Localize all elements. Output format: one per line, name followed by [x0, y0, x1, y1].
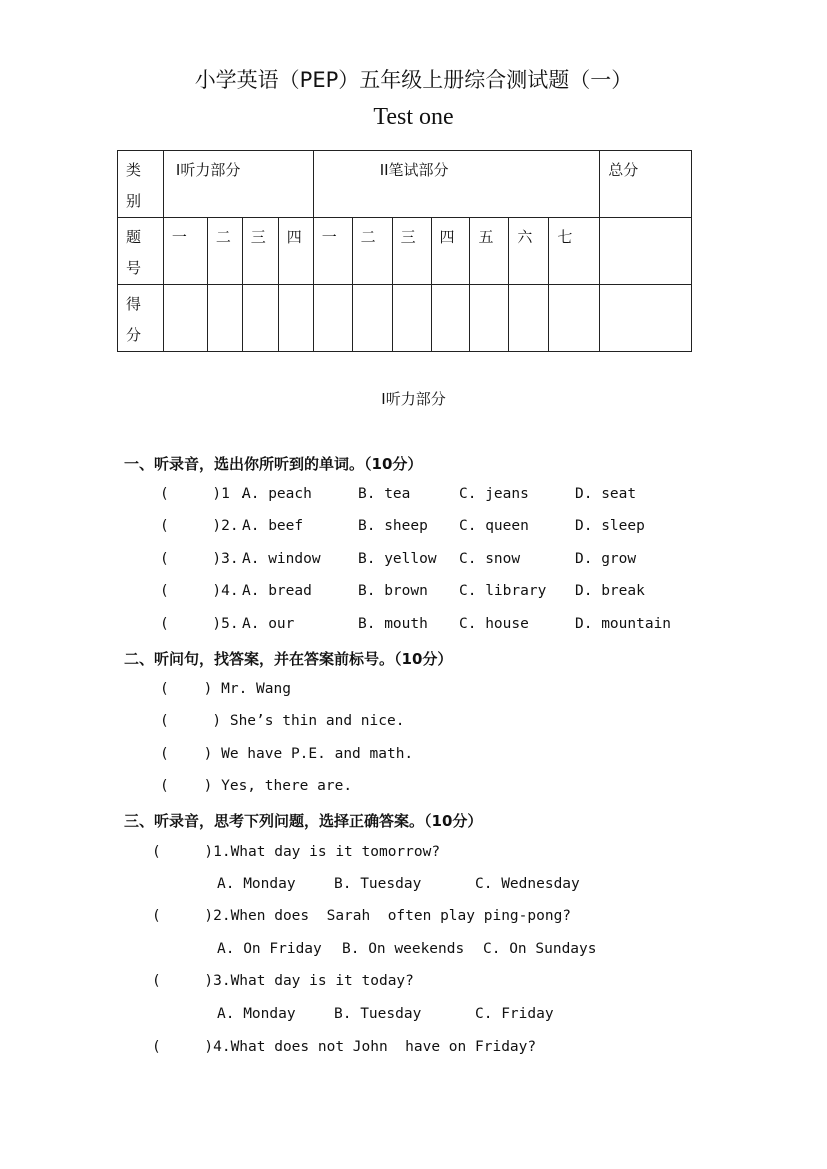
question-number-cell: 一	[313, 218, 352, 285]
score-cell[interactable]	[352, 285, 392, 352]
question-blank: ( )5.	[160, 616, 239, 632]
option-a: A. bread	[242, 583, 312, 599]
option-d: D. sleep	[575, 518, 645, 534]
score-cell[interactable]	[431, 285, 470, 352]
option-b: B. Tuesday	[334, 876, 422, 892]
page-subtitle: Test one	[373, 104, 454, 130]
option-c: C. snow	[459, 551, 521, 567]
list-item: ( ) She’s thin and nice.	[160, 713, 405, 729]
question-number-cell: 四	[431, 218, 470, 285]
row-label-category: 类 别	[118, 151, 164, 218]
question-blank: ( )4.	[160, 583, 239, 599]
section-1-heading: 一、听录音，选出你所听到的单词。（10分）	[124, 455, 423, 473]
score-cell[interactable]	[509, 285, 549, 352]
table-row	[118, 218, 692, 285]
option-a: A. peach	[242, 486, 312, 502]
option-d: D. grow	[575, 551, 637, 567]
row-label-number: 题 号	[118, 218, 164, 285]
row-label-score: 得 分	[118, 285, 164, 352]
question: ( )4.What does not John have on Friday?	[152, 1039, 537, 1055]
total-number-cell	[600, 218, 692, 285]
writing-header: II笔试部分	[313, 151, 600, 218]
option-c: C. Friday	[475, 1006, 554, 1022]
option-c: C. Wednesday	[475, 876, 580, 892]
option-a: A. window	[242, 551, 321, 567]
option-c: C. jeans	[459, 486, 529, 502]
option-d: D. mountain	[575, 616, 672, 632]
score-cell[interactable]	[470, 285, 509, 352]
question-blank: ( )2.	[160, 518, 239, 534]
option-b: B. Tuesday	[334, 1006, 422, 1022]
score-cell[interactable]	[242, 285, 278, 352]
option-a: A. Monday	[217, 1006, 296, 1022]
score-cell[interactable]	[278, 285, 313, 352]
question-number-cell: 六	[509, 218, 549, 285]
question-number-cell: 三	[392, 218, 431, 285]
table-row	[118, 285, 692, 352]
option-d: D. break	[575, 583, 645, 599]
question: ( )2.When does Sarah often play ping-pong?	[152, 908, 572, 924]
option-a: A. Monday	[217, 876, 296, 892]
option-b: B. brown	[358, 583, 428, 599]
option-b: B. mouth	[358, 616, 428, 632]
list-item: ( ) Mr. Wang	[160, 681, 291, 697]
question-number-cell: 三	[242, 218, 278, 285]
table-row	[118, 151, 692, 218]
option-b: B. tea	[358, 486, 411, 502]
listening-header: I听力部分	[163, 151, 313, 218]
question-blank: ( )3.	[160, 551, 239, 567]
question-number-cell: 四	[278, 218, 313, 285]
score-cell[interactable]	[163, 285, 207, 352]
option-b: B. yellow	[358, 551, 437, 567]
score-cell[interactable]	[207, 285, 242, 352]
option-a: A. beef	[242, 518, 304, 534]
question-number-cell: 五	[470, 218, 509, 285]
list-item: ( ) We have P.E. and math.	[160, 746, 414, 762]
option-b: B. sheep	[358, 518, 428, 534]
option-b: B. On weekends	[342, 941, 465, 957]
page-title: 小学英语（PEP）五年级上册综合测试题（一）	[194, 68, 633, 92]
option-a: A. our	[242, 616, 295, 632]
question-number-cell: 二	[352, 218, 392, 285]
total-score-cell[interactable]	[600, 285, 692, 352]
option-c: C. house	[459, 616, 529, 632]
option-d: D. seat	[575, 486, 637, 502]
option-c: C. On Sundays	[483, 941, 597, 957]
part-heading: I听力部分	[381, 390, 446, 408]
question: ( )3.What day is it today?	[152, 973, 414, 989]
question-number-cell: 二	[207, 218, 242, 285]
option-a: A. On Friday	[217, 941, 322, 957]
question-blank: ( )1 .	[160, 486, 248, 502]
total-header: 总分	[600, 151, 692, 218]
list-item: ( ) Yes, there are.	[160, 778, 353, 794]
score-table	[117, 150, 692, 352]
option-c: C. library	[459, 583, 547, 599]
section-2-heading: 二、听问句，找答案，并在答案前标号。（10分）	[124, 650, 453, 668]
score-cell[interactable]	[392, 285, 431, 352]
score-cell[interactable]	[549, 285, 600, 352]
question-number-cell: 一	[163, 218, 207, 285]
question-number-cell: 七	[549, 218, 600, 285]
score-cell[interactable]	[313, 285, 352, 352]
question: ( )1.What day is it tomorrow?	[152, 844, 441, 860]
section-3-heading: 三、听录音，思考下列问题，选择正确答案。（10分）	[124, 812, 483, 830]
option-c: C. queen	[459, 518, 529, 534]
